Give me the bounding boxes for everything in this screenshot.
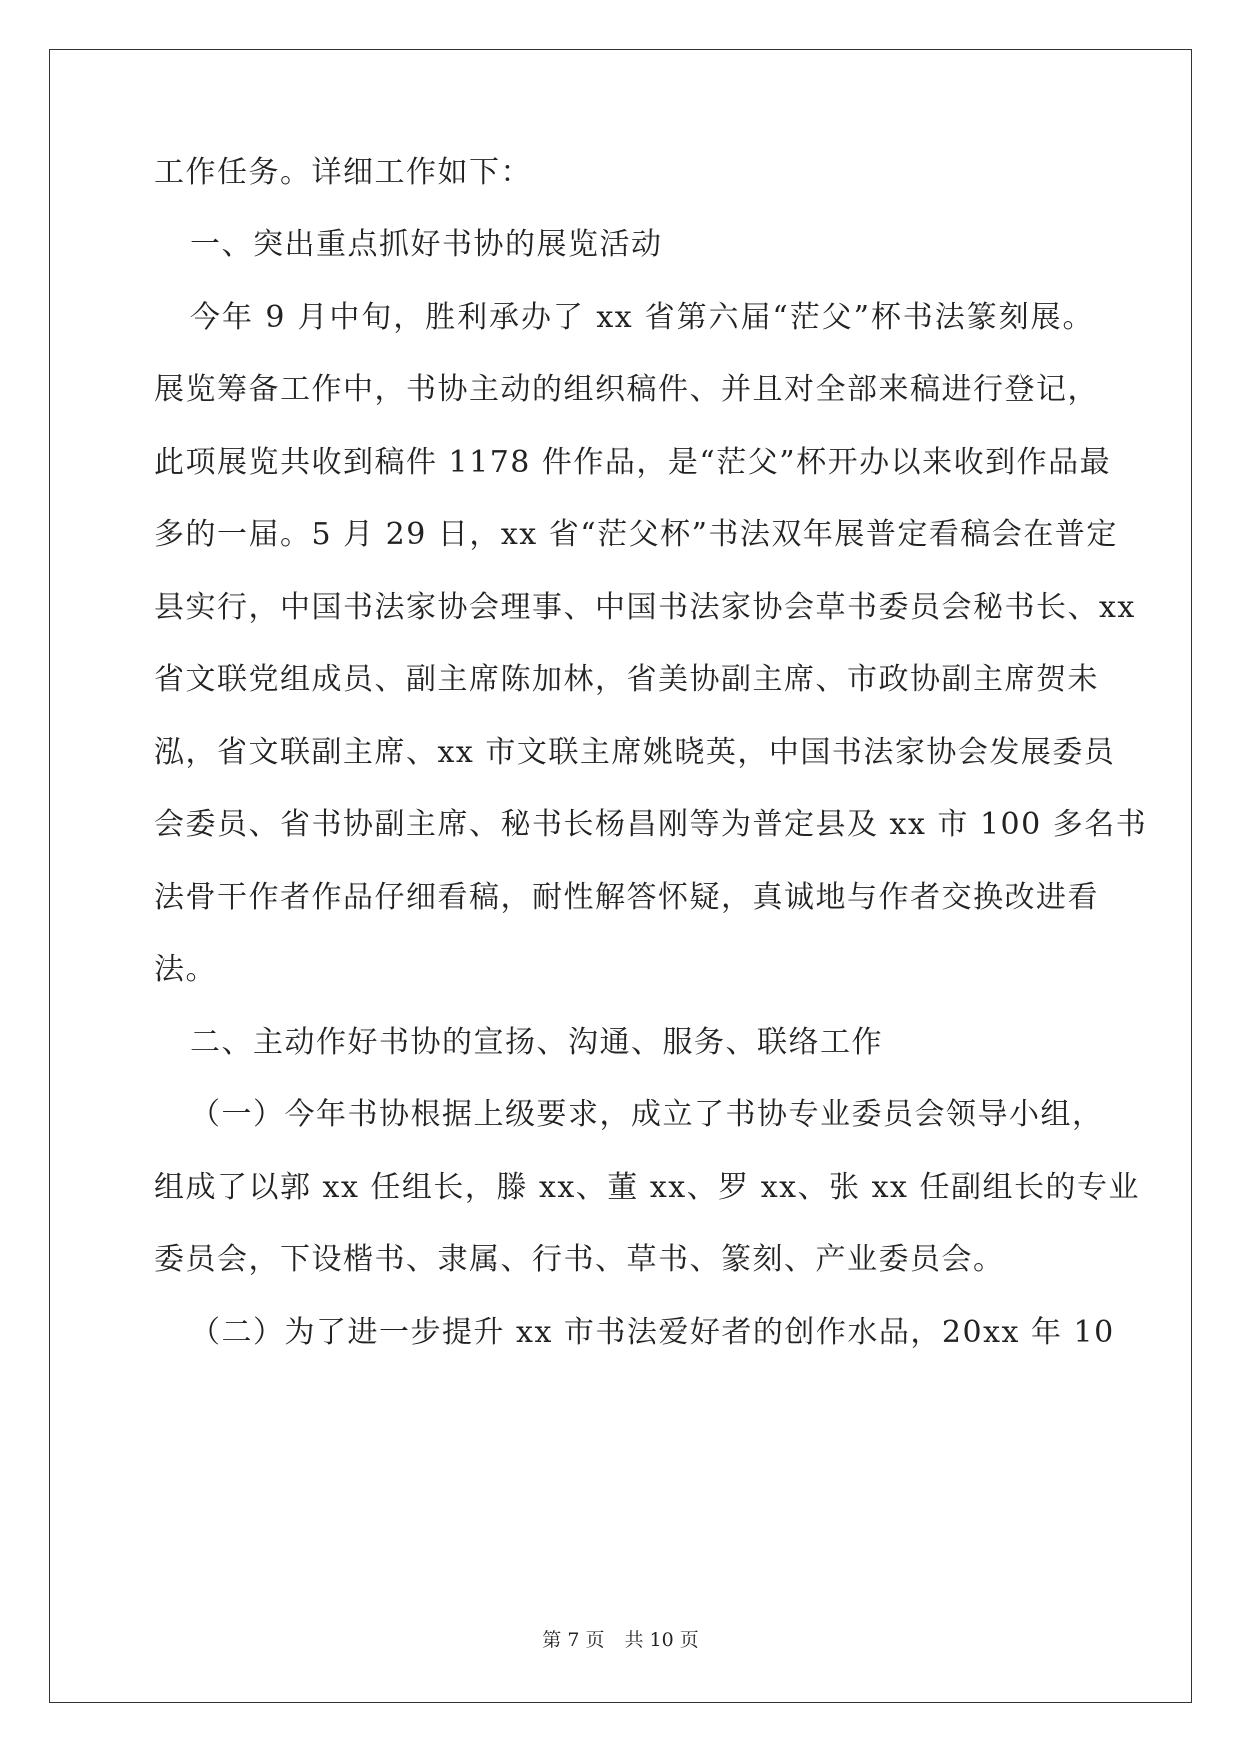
paragraph-line: 会委员、省书协副主席、秘书长杨昌刚等为普定县及 xx 市 100 多名书 [154, 807, 1148, 842]
paragraph-line: 泓，省文联副主席、xx 市文联主席姚晓英，中国书法家协会发展委员 [154, 735, 1116, 770]
paragraph-line: 此项展览共收到稿件 1178 件作品，是“茫父”杯开办以来收到作品最 [154, 445, 1112, 480]
section-heading: 一、突出重点抓好书协的展览活动 [190, 227, 663, 262]
paragraph-line: （二）为了进一步提升 xx 市书法爱好者的创作水品，20xx 年 10 [190, 1315, 1115, 1350]
page-number-current: 第 7 页 [542, 1629, 605, 1651]
page-number-total: 共 10 页 [624, 1629, 699, 1651]
page-footer [0, 1628, 1241, 1652]
paragraph-line: 委员会，下设楷书、隶属、行书、草书、篆刻、产业委员会。 [154, 1242, 1005, 1277]
paragraph-line: 工作任务。详细工作如下： [154, 155, 532, 190]
paragraph-line: 组成了以郭 xx 任组长，滕 xx、董 xx、罗 xx、张 xx 任副组长的专业 [154, 1170, 1140, 1205]
section-heading: 二、主动作好书协的宣扬、沟通、服务、联络工作 [190, 1025, 883, 1060]
paragraph-line: 法骨干作者作品仔细看稿，耐性解答怀疑，真诚地与作者交换改进看 [154, 880, 1099, 915]
paragraph-line: 省文联党组成员、副主席陈加林，省美协副主席、市政协副主席贺未 [154, 662, 1099, 697]
paragraph-line: 展览筹备工作中，书协主动的组织稿件、并且对全部来稿进行登记， [154, 372, 1099, 407]
paragraph-line: 多的一届。5 月 29 日，xx 省“茫父杯”书法双年展普定看稿会在普定 [154, 517, 1118, 552]
paragraph-line: （一）今年书协根据上级要求，成立了书协专业委员会领导小组， [190, 1097, 1104, 1132]
paragraph-line: 法。 [154, 952, 217, 987]
paragraph-line: 县实行，中国书法家协会理事、中国书法家协会草书委员会秘书长、xx [154, 590, 1136, 625]
paragraph-line: 今年 9 月中旬，胜利承办了 xx 省第六届“茫父”杯书法篆刻展。 [190, 300, 1094, 335]
